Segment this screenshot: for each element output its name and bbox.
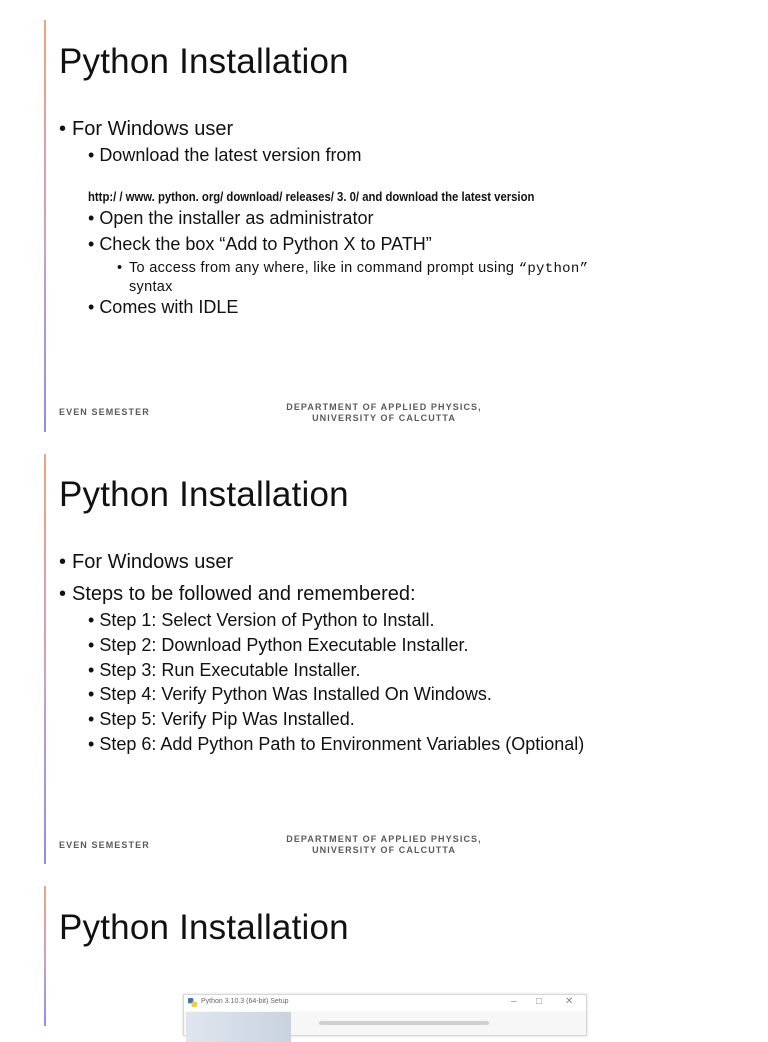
slide-accent-bar [44,886,46,1026]
footer-dept-line2: UNIVERSITY OF CALCUTTA [312,413,456,423]
installer-window-title: Python 3.10.3 (64-bit) Setup [201,998,289,1005]
bullet-steps-intro: • Steps to be followed and remembered: [59,583,416,606]
step-item: • Step 4: Verify Python Was Installed On Windows. [88,684,492,705]
slide-title: Python Installation [59,908,349,947]
bullet-open-installer: • Open the installer as administrator [88,208,373,229]
step-item: • Step 1: Select Version of Python to Install. [88,610,435,631]
step-item: • Step 3: Run Executable Installer. [88,660,360,681]
footer-semester: EVEN SEMESTER [59,840,150,850]
installer-side-banner [186,1012,291,1042]
installer-titlebar [184,995,586,1011]
bullet-download: • Download the latest version from [88,145,361,166]
slide-accent-bar [44,20,46,432]
installer-heading-placeholder [319,1021,489,1025]
step-item: • Step 2: Download Python Executable Installer. [88,635,469,656]
step-item: • Step 5: Verify Pip Was Installed. [88,709,355,730]
step-item: • Step 6: Add Python Path to Environment Variables (Optional) [88,734,584,755]
bullet-glyph: • [117,260,123,276]
access-text: To access from any where, like in command prompt using [129,260,515,276]
footer-department [264,834,504,856]
footer-department [264,402,504,424]
bullet-check-box: • Check the box “Add to Python X to PATH” [88,234,432,255]
footer-dept-line2: UNIVERSITY OF CALCUTTA [312,845,456,855]
access-syntax: syntax [129,279,173,295]
bullet-access-anywhere [117,259,712,296]
footer-semester: EVEN SEMESTER [59,407,150,417]
footer-dept-line1: DEPARTMENT OF APPLIED PHYSICS, [286,834,482,844]
maximize-icon: □ [536,996,543,1007]
download-url: http:/ / www. python. org/ download/ releases/ 3. 0/ and download the latest version [88,189,535,204]
minimize-icon: – [511,996,517,1007]
python-command: “python” [518,261,589,277]
installer-screenshot [183,994,587,1036]
bullet-windows-user: • For Windows user [59,118,233,141]
footer-dept-line1: DEPARTMENT OF APPLIED PHYSICS, [286,402,482,412]
bullet-windows-user: • For Windows user [59,551,233,574]
python-logo-icon [188,998,197,1007]
slide-title: Python Installation [59,42,349,81]
slide-accent-bar [44,454,46,864]
slide-title: Python Installation [59,475,349,514]
bullet-idle: • Comes with IDLE [88,297,238,318]
close-icon: ✕ [565,996,574,1007]
